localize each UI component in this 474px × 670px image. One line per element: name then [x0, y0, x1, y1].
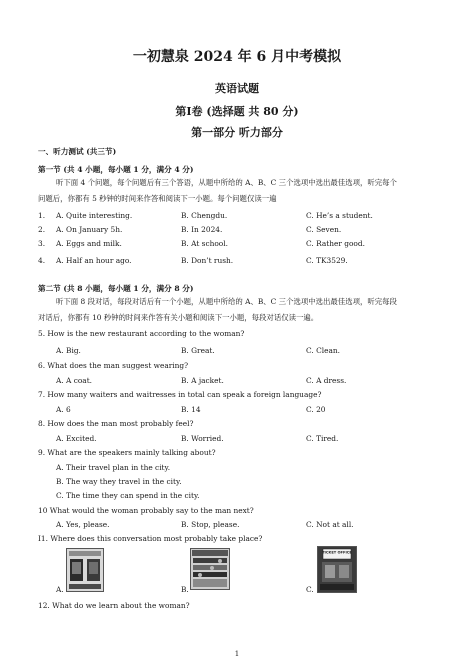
option-b: B. Worried.: [181, 434, 224, 443]
exam-subject: 英语试题: [215, 82, 259, 95]
part-heading: 第一部分 听力部分: [191, 126, 283, 139]
option-b: B. Don’t rush.: [181, 256, 234, 265]
option-b: B. In 2024.: [181, 225, 223, 234]
question-stem: 5. How is the new restaurant according to the woman?: [38, 329, 245, 338]
option-a: A. A coat.: [56, 376, 93, 385]
option-a-label: A.: [56, 585, 64, 594]
option-c-label: C.: [306, 585, 314, 594]
option-c: C. The time they can spend in the city.: [56, 491, 200, 500]
section1-instructions-line2: 问题后，你都有 5 秒钟的时间来作答和阅读下一小题。每个问题仅读一遍: [38, 194, 277, 203]
question-number: 2.: [38, 225, 46, 234]
question-stem: 12. What do we learn about the woman?: [38, 601, 190, 610]
option-a: A. Eggs and milk.: [56, 239, 122, 248]
section1-instructions-line1: 听下面 4 个问题，每个问题后有三个答语，从题中所给的 A、B、C 三个选项中选出最佳选项，听完每个: [56, 178, 397, 187]
question-stem: 8. How does the man most probably feel?: [38, 419, 194, 428]
option-c: C. TK3529.: [306, 256, 348, 265]
option-b-label: B.: [181, 585, 189, 594]
section-heading: 一、听力测试 (共三节): [38, 147, 117, 156]
option-c: C. Seven.: [306, 225, 342, 234]
section2-title: 第二节 (共 8 小题，每小题 1 分，满分 8 分): [38, 284, 194, 293]
option-b: B. 14: [181, 405, 201, 414]
option-a: A. Big.: [56, 346, 81, 355]
ticket-office-sign: TICKET OFFICE: [322, 550, 352, 555]
option-b: B. Chengdu.: [181, 211, 228, 220]
question-stem: 6. What does the man suggest wearing?: [38, 361, 189, 370]
option-a: A. 6: [56, 405, 71, 414]
shop-front-image: [66, 548, 104, 592]
section2-instructions-line2: 对话后，你都有 10 秒钟的时间来作答有关小题和阅读下一小题，每段对话仅读一遍。: [38, 313, 319, 322]
option-a: A. Excited.: [56, 434, 97, 443]
option-c: C. Clean.: [306, 346, 340, 355]
question-number: 3.: [38, 239, 46, 248]
option-b: B. The way they travel in the city.: [56, 477, 182, 486]
question-stem: I1. Where does this conversation most probably take place?: [38, 534, 263, 543]
option-b: B. A jacket.: [181, 376, 224, 385]
ticket-office-image: [317, 546, 357, 593]
page-number: 1: [234, 650, 240, 658]
exam-title: 一初慧泉 2024 年 6 月中考模拟: [132, 49, 342, 65]
market-stall-image: [190, 548, 230, 590]
option-b: B. Stop, please.: [181, 520, 240, 529]
option-b: B. At school.: [181, 239, 228, 248]
option-c: C. Not at all.: [306, 520, 354, 529]
option-a: A. On January 5h.: [56, 225, 123, 234]
section1-title: 第一节 (共 4 小题，每小题 1 分，满分 4 分): [38, 165, 194, 174]
question-number: 1.: [38, 211, 46, 220]
option-c: C. 20: [306, 405, 326, 414]
section2-instructions-line1: 听下面 8 段对话，每段对话后有一个小题，从题中所给的 A、B、C 三个选项中选出最佳选项，听完每段: [56, 297, 397, 306]
option-a: A. Their travel plan in the city.: [56, 463, 171, 472]
option-c: C. Tired.: [306, 434, 339, 443]
volume-heading: 第Ⅰ卷 (选择题 共 80 分): [175, 105, 299, 118]
option-c: C. He’s a student.: [306, 211, 373, 220]
option-a: A. Half an hour ago.: [56, 256, 132, 265]
question-stem: 9. What are the speakers mainly talking about?: [38, 448, 216, 457]
option-c: C. A dress.: [306, 376, 347, 385]
option-c: C. Rather good.: [306, 239, 365, 248]
question-stem: 10 What would the woman probably say to the man next?: [38, 506, 254, 515]
option-a: A. Quite interesting.: [56, 211, 133, 220]
option-a: A. Yes, please.: [56, 520, 110, 529]
question-stem: 7. How many waiters and waitresses in total can speak a foreign language?: [38, 390, 322, 399]
question-number: 4.: [38, 256, 46, 265]
option-b: B. Great.: [181, 346, 215, 355]
